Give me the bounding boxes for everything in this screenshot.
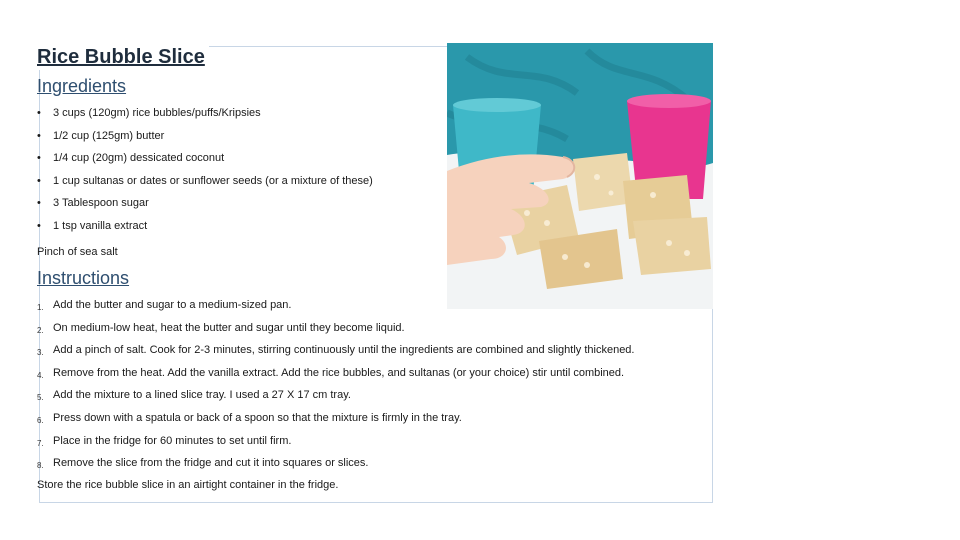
instructions-list	[37, 298, 635, 479]
step-number: 4.	[37, 370, 44, 380]
pink-cup-rim	[627, 94, 711, 108]
bullet-icon: •	[37, 152, 41, 165]
step-number: 7.	[37, 438, 44, 448]
ingredient-item: • 1 tsp vanilla extract	[37, 219, 148, 232]
step-number: 1.	[37, 303, 44, 312]
instruction-step	[37, 434, 635, 457]
bullet-icon: •	[37, 174, 41, 187]
step-text: Remove from the heat. Add the vanilla extract. Add the rice bubbles, and sultanas (or your choice) stir until combined.	[53, 366, 625, 379]
step-text: Add a pinch of salt. Cook for 2-3 minutes, stirring continuously until the ingredients are combined and slightly thickened.	[53, 344, 635, 357]
step-text: Remove the slice from the fridge and cut it into squares or slices.	[53, 457, 369, 470]
instruction-step	[37, 456, 635, 479]
pinch-of-salt-text: Pinch of sea salt	[37, 246, 118, 258]
instruction-step	[37, 366, 635, 389]
step-number: 3.	[37, 348, 44, 358]
step-text: Press down with a spatula or back of a spoon so that the mixture is firmly in the tray.	[53, 411, 462, 424]
step-text: Add the mixture to a lined slice tray. I used a 27 X 17 cm tray.	[53, 389, 351, 402]
rice-bubble-slice-image	[447, 43, 713, 309]
recipe-title: Rice Bubble Slice	[37, 44, 209, 70]
ingredient-item: • 3 cups (120gm) rice bubbles/puffs/Kripsies	[37, 107, 261, 119]
instruction-step	[37, 343, 635, 366]
bullet-icon: •	[37, 107, 41, 119]
step-number: 5.	[37, 393, 44, 403]
step-number: 2.	[37, 325, 44, 335]
bullet-icon: •	[37, 197, 41, 210]
step-number: 8.	[37, 461, 44, 471]
recipe-photo	[447, 43, 713, 309]
storage-note: Store the rice bubble slice in an airtight container in the fridge.	[37, 479, 339, 491]
ingredient-item: • 3 Tablespoon sugar	[37, 197, 149, 210]
ingredient-item: • 1 cup sultanas or dates or sunflower seeds (or a mixture of these)	[37, 174, 373, 187]
ingredients-heading: Ingredients	[37, 76, 127, 96]
instruction-step	[37, 411, 635, 434]
teal-cup-rim	[453, 98, 541, 112]
instruction-step	[37, 388, 635, 411]
instruction-step	[37, 321, 635, 344]
ingredient-item: • 1/4 cup (20gm) dessicated coconut	[37, 152, 225, 165]
instructions-heading: Instructions	[37, 268, 130, 288]
step-text: On medium-low heat, heat the butter and sugar until they become liquid.	[53, 321, 405, 334]
ingredients-list	[37, 106, 373, 242]
step-text: Place in the fridge for 60 minutes to set until firm.	[53, 434, 292, 447]
ingredient-item: • 1/2 cup (125gm) butter	[37, 129, 165, 142]
step-text: Add the butter and sugar to a medium-sized pan.	[53, 299, 292, 311]
bullet-icon: •	[37, 219, 41, 232]
bullet-icon: •	[37, 129, 41, 142]
rice-slice-5	[633, 217, 711, 275]
step-number: 6.	[37, 415, 44, 425]
